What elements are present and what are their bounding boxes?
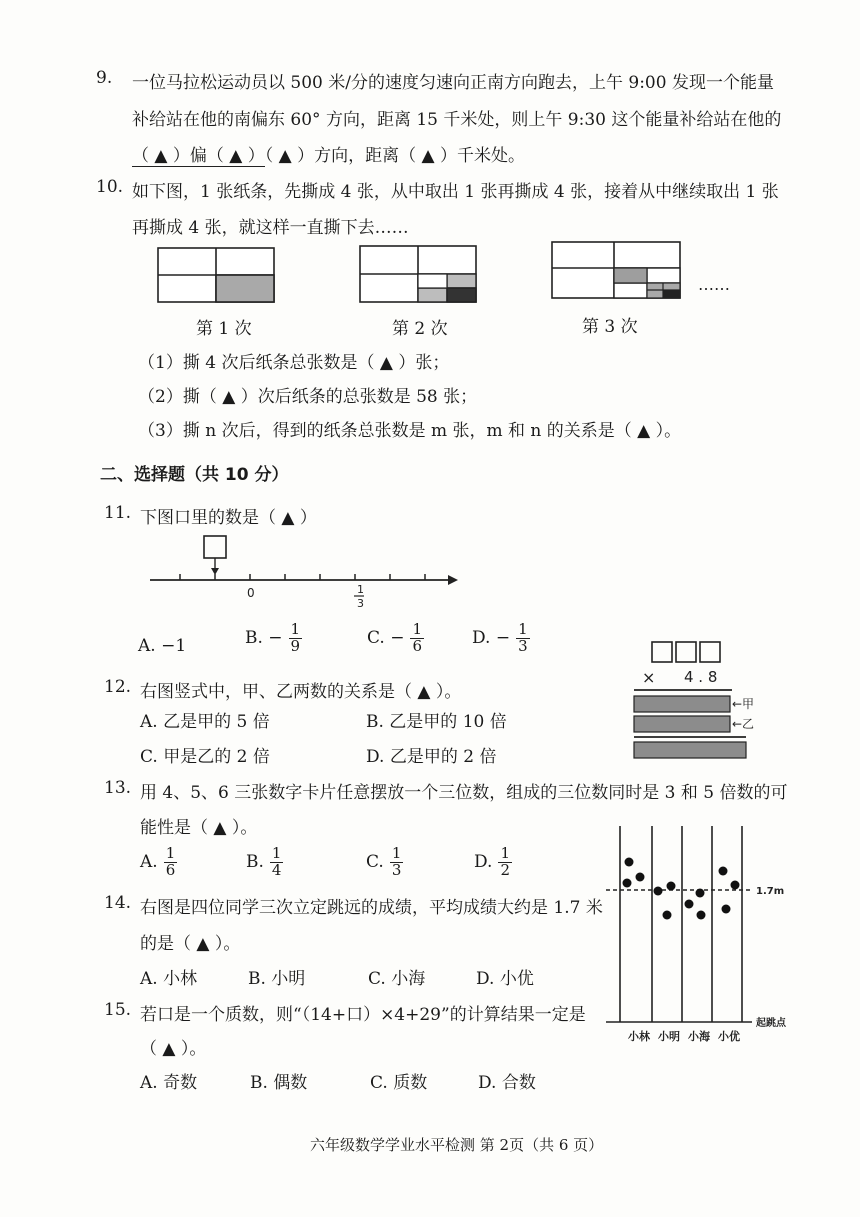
q14-number: 14.	[104, 893, 132, 913]
q9-line3	[132, 141, 525, 166]
product-jia	[634, 696, 730, 712]
q13-option-c: C. $\frac{1}{3}$	[366, 844, 402, 879]
level-label: 1.7m	[756, 886, 785, 897]
multiplier: 4 . 8	[684, 668, 718, 686]
q14-option-a: A. 小林	[140, 969, 198, 989]
q9-line3-rest: （ ▲ ）方向，距离（ ▲ ）千米处。	[264, 146, 526, 166]
q14-line1: 右图是四位同学三次立定跳远的成绩，平均成绩大约是 1.7 米	[140, 898, 603, 918]
q14-line2: 的是（ ▲ ）。	[140, 934, 241, 954]
q12-option-a: A. 乙是甲的 5 倍	[140, 712, 270, 732]
name-xiaohai: 小海	[688, 1030, 710, 1043]
q14-option-d: D. 小优	[476, 969, 534, 989]
q11-stem: 下图口里的数是（ ▲ ）	[140, 508, 317, 528]
q11-option-d: D. − $\frac{1}{3}$	[472, 620, 528, 655]
label-yi: ←乙	[732, 717, 755, 731]
q13-line1: 用 4、5、6 三张数字卡片任意摆放一个三位数，组成的三位数同时是 3 和 5 倍数的可	[140, 783, 788, 803]
paper-step-2	[360, 246, 476, 302]
paper-step-1	[158, 248, 274, 302]
start-label: 起跳点	[756, 1018, 786, 1029]
caption-step-2: 第 2 次	[392, 319, 448, 339]
q13-option-d: D. $\frac{1}{2}$	[474, 844, 510, 879]
section-title: 二、选择题（共 10 分）	[100, 465, 289, 485]
q10-number: 10.	[96, 177, 124, 197]
q13-option-a: A. $\frac{1}{6}$	[140, 844, 176, 879]
paper-tearing-figure	[150, 240, 750, 306]
jump-scores-figure	[600, 822, 800, 1052]
q15-line2: （ ▲ ）。	[140, 1039, 207, 1059]
product-total	[634, 742, 746, 758]
q9-line2: 补给站在他的南偏东 60° 方向，距离 15 千米处，则上午 9:30 这个能量补给站在他的	[132, 110, 782, 130]
q12-option-c: C. 甲是乙的 2 倍	[140, 747, 270, 767]
q9-number: 9.	[96, 68, 113, 88]
number-line	[140, 530, 470, 620]
name-xiaolin: 小林	[628, 1030, 650, 1043]
paper-step-3	[552, 242, 680, 298]
vertical-multiplication	[620, 636, 762, 764]
caption-step-1: 第 1 次	[196, 319, 252, 339]
q12-option-b: B. 乙是甲的 10 倍	[366, 712, 507, 732]
q14-option-c: C. 小海	[368, 969, 426, 989]
tick-label-zero: 0	[247, 586, 255, 600]
more-dots: ……	[698, 275, 730, 294]
name-xiaoyou: 小优	[718, 1030, 740, 1043]
q12-option-d: D. 乙是甲的 2 倍	[366, 747, 497, 767]
q15-option-d: D. 合数	[478, 1073, 536, 1093]
q11-option-c: C. − $\frac{1}{6}$	[367, 620, 422, 655]
q13-number: 13.	[104, 778, 132, 798]
q9-line1: 一位马拉松运动员以 500 米/分的速度匀速向正南方向跑去，上午 9:00 发现一个能量	[132, 73, 774, 93]
q10-sub1: （1）撕 4 次后纸条总张数是（ ▲ ）张；	[138, 353, 450, 373]
tick-label-third-den: 3	[357, 597, 364, 610]
name-xiaoming: 小明	[658, 1030, 680, 1043]
tick-label-third-num: 1	[357, 583, 364, 596]
q15-line1: 若口是一个质数，则“（14+口）×4+29”的计算结果一定是	[140, 1005, 586, 1025]
q11-option-a: A. −1	[138, 636, 187, 656]
unknown-box	[204, 536, 226, 558]
q13-option-b: B. $\frac{1}{4}$	[246, 844, 282, 879]
q11-option-b: B. − $\frac{1}{9}$	[245, 620, 301, 655]
product-yi	[634, 716, 730, 732]
page-footer: 六年级数学学业水平检测 第 2页（共 6 页）	[310, 1136, 604, 1154]
label-jia: ←甲	[732, 697, 755, 711]
q15-option-b: B. 偶数	[250, 1073, 308, 1093]
q15-option-a: A. 奇数	[140, 1073, 198, 1093]
q12-number: 12.	[104, 677, 132, 697]
q10-sub2: （2）撕（ ▲ ）次后纸条的总张数是 58 张；	[138, 387, 478, 407]
q9-blank-direction: （ ▲ ）偏（ ▲ ）	[132, 146, 265, 166]
q10-sub3: （3）撕 n 次后，得到的纸条总张数是 m 张，m 和 n 的关系是（ ▲ ）。	[138, 421, 682, 441]
caption-step-3: 第 3 次	[582, 317, 638, 337]
multiply-sign: ×	[642, 668, 656, 687]
q12-stem: 右图竖式中，甲、乙两数的关系是（ ▲ ）。	[140, 682, 462, 702]
q14-option-b: B. 小明	[248, 969, 306, 989]
q11-number: 11.	[104, 503, 132, 523]
q15-number: 15.	[104, 1000, 132, 1020]
q10-line1: 如下图，1 张纸条，先撕成 4 张，从中取出 1 张再撕成 4 张，接着从中继续取出 1 张	[132, 182, 779, 202]
q10-line2: 再撕成 4 张，就这样一直撕下去……	[132, 218, 409, 238]
q15-option-c: C. 质数	[370, 1073, 428, 1093]
q13-line2: 能性是（ ▲ ）。	[140, 818, 258, 838]
